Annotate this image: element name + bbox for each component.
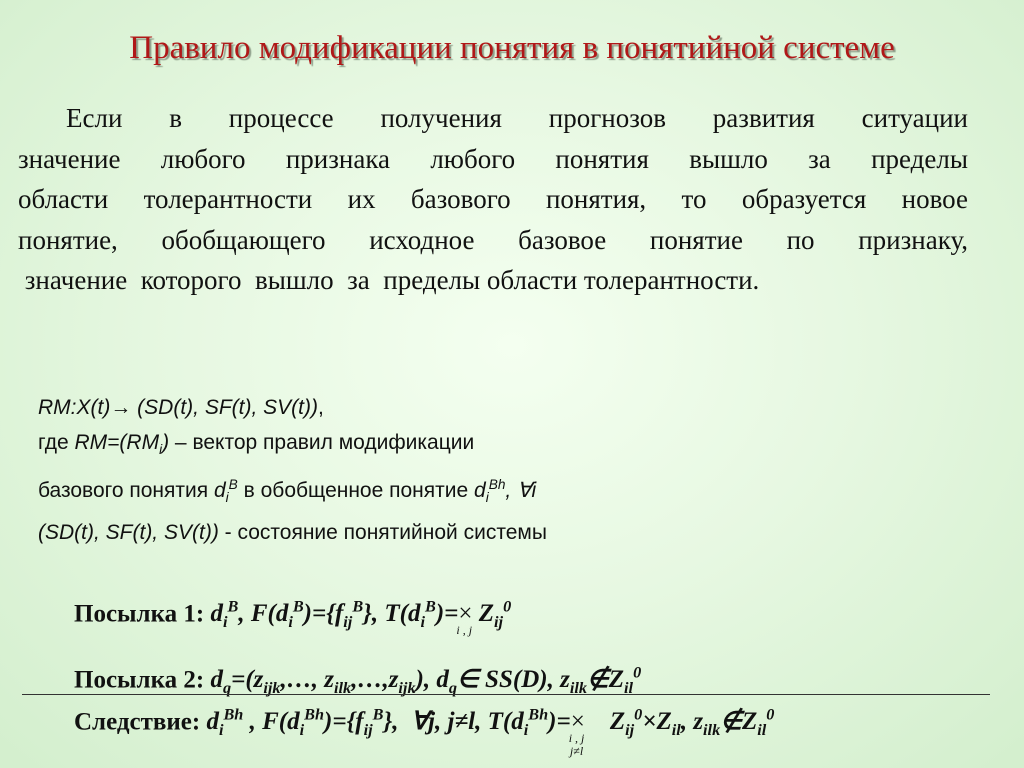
arrow-icon: → <box>110 396 132 419</box>
conclusion: Следствие: $d_i^{Bh}$ , $F(d_i^{Bh})=\{f_{ij}^B\}$, ∀j, j≠l, $T(d_i^{Bh})=\times$ i , j j≠l $Z_{ij}^0\times Z_{il}$, $z_{ilk}\notin Z_{il}^0$ <box>74 706 775 759</box>
slide-title: Правило модификации понятия в понятийной системе <box>129 30 895 66</box>
definition-block <box>38 390 547 550</box>
premise-1: Посылка 1: $d_i^B$, $F(d_i^B)=\{f_{ij}^B\}$, $T(d_i^B)=\times$ i , j $Z_{ij}^0$ <box>74 598 512 638</box>
rule-description <box>18 98 968 301</box>
definition-line-state: (SD(t), SF(t), SV(t)) - состояние понятийной системы <box>38 521 547 545</box>
paragraph-line: области толерантности их базового понятия, то образуется новое <box>18 184 968 214</box>
divider-line <box>22 694 990 695</box>
paragraph-line: значение которого вышло за пределы области толерантности. <box>18 265 760 295</box>
definition-line-rm: где $RM=(RM_i)$ – вектор правил модификации <box>38 431 475 458</box>
definition-line-concept: базового понятия $d_i^B$ в обобщенное понятие $d_i^{Bh}$, ∀i <box>38 477 537 506</box>
paragraph-line: Если в процессе получения прогнозов развития ситуации <box>66 103 968 133</box>
paragraph-line: понятие, обобщающего исходное базовое понятие по признаку, <box>18 224 968 255</box>
paragraph-line: значение любого признака любого понятия вышло за пределы <box>18 143 968 174</box>
premise-2: Посылка 2: $d_q=(z_{ijk},\dots$, $z_{ilk},\dots,z_{ijk}$), $d_q\in$ SS(D), $z_{ilk}\notin Z_{il}^0$ <box>74 664 642 698</box>
forall-symbol: , ∀i <box>505 479 537 503</box>
product-operator: × i , j j≠l <box>568 708 585 759</box>
product-operator: × i , j <box>456 600 473 638</box>
definition-line-mapping: RM:X(t)→ (SD(t), SF(t), SV(t)), <box>38 396 324 419</box>
